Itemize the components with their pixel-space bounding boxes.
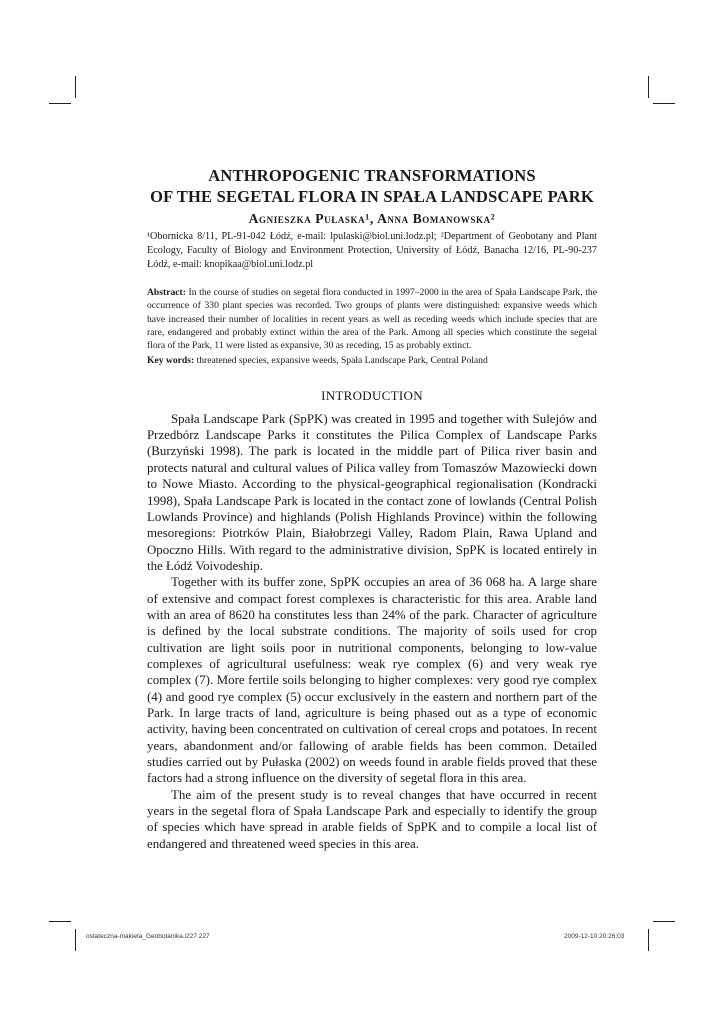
affiliations: ¹Obornicka 8/11, PL-91-042 Łódź, e-mail: lpulaski@biol.uni.lodz.pl; ²Department of Geobotany and Plant Ecology, Faculty of Biology and Environment Protection, University of Łódź, Banacha 12/16, PL-90-237 Łódź, e-mail: knopikaa@biol.uni.lodz.pl <box>147 231 597 270</box>
crop-mark <box>49 921 71 922</box>
abstract <box>147 286 597 352</box>
footer-file-label: ostateczna-makieta_Geobotanika.i227 227 <box>86 933 210 940</box>
section-heading: INTRODUCTION <box>321 387 423 403</box>
keywords-text: threatened species, expansive weeds, Spała Landscape Park, Central Poland <box>196 355 488 367</box>
crop-mark <box>49 103 71 104</box>
article-title <box>147 165 597 207</box>
keywords <box>147 354 597 367</box>
keywords-label: Key words: <box>147 355 195 367</box>
crop-mark <box>648 76 649 98</box>
crop-mark <box>648 929 649 951</box>
authors: Agnieszka Pułaska¹, Anna Bomanowska² <box>248 211 496 226</box>
footer-timestamp: 2009-12-10 20:26:03 <box>564 933 625 940</box>
title-line-1: ANTHROPOGENIC TRANSFORMATIONS <box>208 166 536 185</box>
paragraph: The aim of the present study is to reveal changes that have occurred in recent years in the segetal flora of Spała Landscape Park and especially to identify the group of species which have spread in arable fields of SpPK and to compile a local list of endangered and threatened weed species in this area. <box>147 787 597 851</box>
article-page <box>147 165 597 852</box>
crop-mark <box>653 921 675 922</box>
crop-mark <box>75 929 76 951</box>
crop-mark <box>653 103 675 104</box>
abstract-text: In the course of studies on segetal flora conducted in 1997–2000 in the area of Spała Landscape Park, the occurrence of 330 plant species was recorded. Two groups of plants were distinguished: expansive weeds which have increased their number of localities in recent years as well as receding weeds which include species that are rare, endangered and probably extinct within the area of the Park. Among all species which constitute the segetal flora of the Park, 11 were listed as expansive, 30 as receding, 15 as probably extinct. <box>147 287 597 352</box>
abstract-label: Abstract: <box>147 287 186 298</box>
paragraph: Spała Landscape Park (SpPK) was created in 1995 and together with Sulejów and Przedbórz Landscape Parks it constitutes the Pilica Complex of Landscape Parks (Burzyński 1998). The park is located in the middle part of Pilica river basin and protects natural and cultural values of Pilica valley from Tomaszów Mazowiecki down to Nowe Miasto. According to the physical-geographical regionalisation (Kondracki 1998), Spała Landscape Park is located in the contact zone of lowlands (Central Polish Lowlands Province) and highlands (Polish Highlands Province) within the following mesoregions: Piotrków Plain, Białobrzegi Valley, Radom Plain, Rawa Upland and Opoczno Hills. With regard to the administrative division, SpPK is located entirely in the Łódź Voivodeship. <box>147 411 597 573</box>
paragraph: Together with its buffer zone, SpPK occupies an area of 36 068 ha. A large share of extensive and compact forest complexes is characteristic for this area. Arable land with an area of 8620 ha constitutes less than 24% of the park. Character of agriculture is defined by the local substrate conditions. The majority of soils used for crop cultivation are light soils poor in nutritional components, belonging to low-value complexes of agricultural usefulness: weak rye complex (6) and very weak rye complex (7). More fertile soils belonging to higher complexes: very good rye complex (4) and good rye complex (5) occur exclusively in the eastern and northern part of the Park. In large tracts of land, agriculture is being phased out as a type of economic activity, having been concentrated on cultivation of cereal crops and potatoes. In recent years, abandonment and/or fallowing of arable fields has been common. Detailed studies carried out by Pułaska (2002) on weeds found in arable fields proved that these factors had a strong influence on the diversity of segetal flora in this area. <box>147 575 597 786</box>
title-line-2: OF THE SEGETAL FLORA IN SPAŁA LANDSCAPE PARK <box>150 187 594 206</box>
crop-mark <box>75 76 76 98</box>
